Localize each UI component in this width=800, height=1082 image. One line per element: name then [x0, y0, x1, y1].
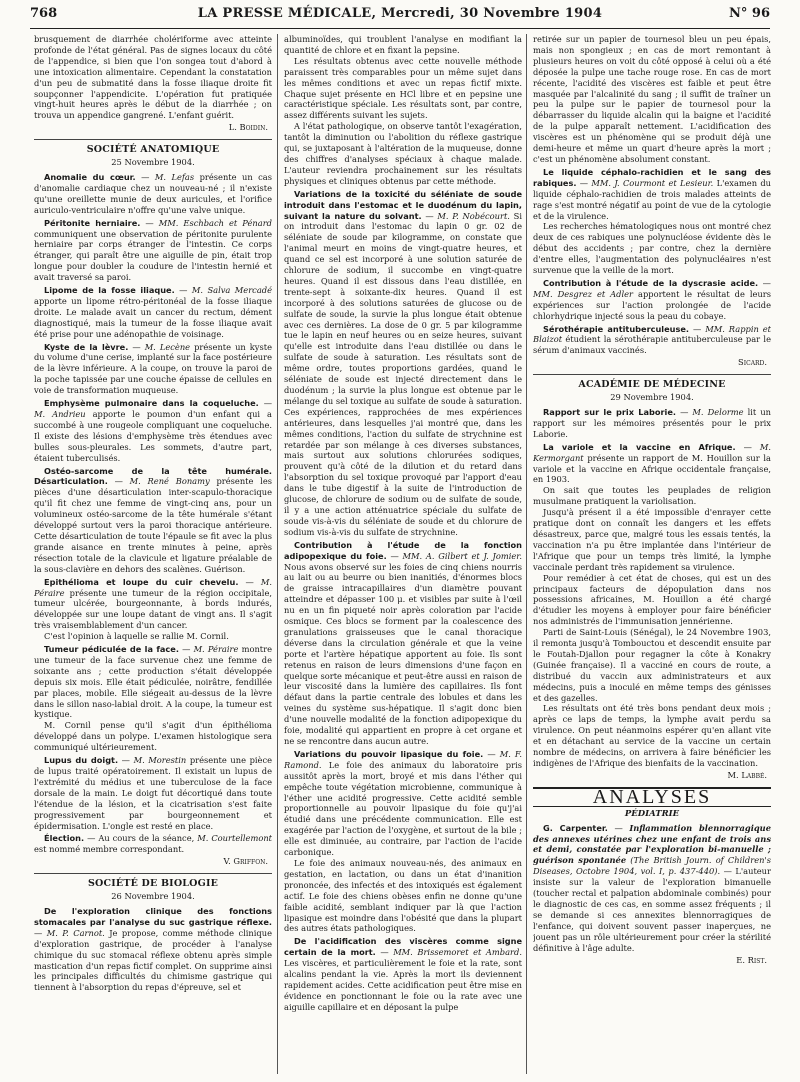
entry-heading: Le liquide céphalo-rachidien et le sang des rabiques.	[533, 166, 771, 188]
entry-author: M. Andrieu	[34, 409, 86, 419]
entry-text: présente un kyste du volume d'une cerise, implanté sur la face postérieure de la lèvre inférieure. A la coupe, on trouve la paroi de la poche tapissée par une couche épaisse de cellules en voie de transformation muqueuse.	[34, 341, 272, 396]
entry-text: Les viscères, et particulièrement le foie et la rate, sont alcalins pendant la vie. Après la mort ils deviennent rapidement acides. Cette acidification peut être mise en évidence en ponctionnant le foie ou la rate avec une aiguille capillaire et en déposant la pulpe	[284, 958, 522, 1012]
header-rule	[30, 28, 770, 29]
entry-author: MM. Desgrez et Adler	[533, 288, 634, 299]
entry-text: communiquent une observation de péritonite purulente herniaire par corps étranger de l'intestin. Ce corps étranger, qui paraît être une aiguille de pin, était trop longue pour doubler la coudure de l'intestin hernié et avait traversé sa paroi.	[34, 228, 272, 283]
entry-text: Si on introduit dans l'estomac du lapin 0 gr. 02 de séléniate de soude par kilogramme, on constate que l'animal meurt en moins de vingt-quatre heures, et quand ce sel est incorporé à une solution saturée de chlorure de sodium, il succombe en vingt-quatre heures. Quand il est dissous dans l'eau distillée, en trente-sept à soixante-dix heures. Quand il est incorporé à des solutions saturées de glucose ou de sulfate de soude, la survie la plus longue était obtenue avec ces dernières. La dose de 0 gr. 5 par kilogramme tue le lapin en neuf heures ou en seize heures, suivant qu'elle est introduite dans l'eau distillée ou dans le sulfate de soude à saturation. Les résultats sont de même ordre, toutes proportions gardées, quand le séléniate de soude est injecté directement dans le duodénum ; la survie la plus longue est obtenue par le mélange du sel toxique au sulfate de soude à saturation. Ces expériences, rapprochées de mes expériences antérieures, dans lesquelles j'ai montré que, dans les mêmes conditions, l'action du sulfate de strychnine est retardée par son mélange à ces diverses substances, mais surtout aux solutions chlorurées sodiques, prouvent qu'à côté de la dilution et du retard dans l'absorption du sel toxique provoqué par l'apport d'eau dans le tube digestif à la suite de l'introduction de glucose, de chlorure de sodium ou de sulfate de soude, il y a une action atténuatrice spéciale du sulfate de soude vis-à-vis du séléniate de soude et du chlorure de sodium vis-à-vis du sulfate de strychnine.	[284, 210, 522, 537]
signature: V. Griffon.	[223, 856, 268, 867]
section-title: ACADÉMIE DE MÉDECINE	[533, 374, 771, 391]
paragraph: C'est l'opinion à laquelle se rallie M. Cornil.	[44, 631, 229, 642]
section-date: 26 Novembre 1904.	[111, 891, 195, 902]
entry-text: montre une tumeur de la face survenue chez une femme de soixante ans ; cette production s'était développée depuis six mois. Elle était pédiculée, noirâtre, fendillée par places, mobile. Elle siégeait au-dessus de la lèvre dans le sillon naso-labial droit. A la coupe, la tumeur est kystique.	[34, 644, 272, 720]
entry-text: Le foie des animaux du laboratoire pris aussitôt après la mort, broyé et mis dans l'éther qui empêche toute végétation microbienne, communique à l'éther une acidité progressive. Cette acidité semble proportionnelle au pouvoir lipasique du foie qu'j'ai étudié dans une précédente communication. Elle est exagérée par l'action de l'oxygène, et surtout de la bile ; elle est diminuée, au contraire, par l'action de l'acide carbonique.	[284, 759, 522, 858]
column-separator	[277, 34, 278, 1074]
entry-author: M. P. Carnot.	[46, 927, 105, 938]
entry-author: MM. A. Gilbert et J. Jomier.	[402, 550, 522, 561]
entry: Péritonite herniaire. — MM. Eschbach et Pénard communiquent une observation de péritonite purulente herniaire par corps étranger de l'intestin. Ce corps étranger, qui paraît être une aiguille de pin, était trop longue pour doubler la coudure de l'intestin hernié et avait traversé sa paroi.	[34, 217, 272, 283]
entry-text: Je propose, comme méthode clinique d'exploration gastrique, de procéder à l'analyse chimique du suc stomacal réflexe obtenu après simple mastication d'un repas fictif complet. On supprime ainsi les principales difficultés du chimisme gastrique qui tiennent à l'absorption du repas d'épreuve, sel et	[34, 927, 272, 993]
masthead-title: LA PRESSE MÉDICALE, Mercredi, 30 Novembre 1904	[197, 6, 603, 21]
entry-author: M. Courtellemont	[197, 833, 272, 844]
entry-author: M. Lefas	[154, 171, 195, 182]
entry-heading: Ostéo-sarcome de la tête humérale. Désarticulation.	[34, 465, 272, 487]
entry-author: M. René Bonamy	[129, 476, 210, 487]
signature: Sicard.	[738, 357, 767, 368]
page-header	[30, 6, 770, 26]
entry-text: L'auteur insiste sur la valeur de l'exploration bimanuelle (toucher rectal et palpation abdominale combinés) pour le diagnostic de ces cas, en somme assez fréquents ; il se demande si ces annexites blennorragiques de l'enfance, qui doivent souvent passer inaperçues, ne jouent pas un rôle ultérieurement pour créer la stérilité définitive à l'âge adulte.	[533, 866, 771, 953]
entry-author: M. Péraire	[193, 644, 239, 655]
entry: De l'exploration clinique des fonctions stomacales par l'analyse du suc gastrique réflexe. — M. P. Carnot. Je propose, comme méthode clinique d'exploration gastrique, de procéder à l'analyse chimique du suc stomacal réflexe obtenu après simple mastication d'un repas fictif complet. On supprime ainsi les principales difficultés du chimisme gastrique qui tiennent à l'absorption du repas d'épreuve, sel et	[34, 905, 272, 993]
column-separator	[526, 34, 527, 1074]
article-title: Inflammation blennorragique des annexes utérines chez une enfant de trois ans et demi, constatée par l'exploration bi-manuelle ; guérison spontanée	[533, 822, 771, 866]
entry-text: lit un rapport sur les mémoires présentés pour le prix Laborie.	[533, 407, 771, 439]
entry-heading: De l'exploration clinique des fonctions stomacales par l'analyse du suc gastrique réflexe.	[34, 905, 272, 927]
entry-text: présente une tumeur de la région occipitale, tumeur ulcérée, bourgeonnante, à bords indurés, développée sur une loupe datant de vingt ans. Il s'agit très vraisemblablement d'un cancer.	[34, 587, 272, 631]
entry: Ostéo-sarcome de la tête humérale. Désarticulation. — M. René Bonamy présente les pièces d'une désarticulation inter-scapulo-thoracique qu'il fit chez une femme de vingt-cinq ans, pour un volumineux ostéo-sarcome de la tête humérale s'étant développé surtout vers la paroi thoracique antérieure. Cette désarticulation de toute l'épaule se fit avec la plus grande aisance en trente minutes à peine, après résection totale de la clavicule et ligature préalable de la sous-clavière en dehors des scalènes. Guérison.	[34, 465, 272, 574]
entry: Le liquide céphalo-rachidien et le sang des rabiques. — MM. J. Courmont et Lesieur. L'examen du liquide céphalo-rachidien de trois malades atteints de rage s'est montré négatif au point de vue de la cytologie et de la virulence.	[533, 166, 771, 221]
issue-number: N° 96	[729, 6, 770, 21]
entry-text: étudient la sérothérapie antituberculeuse par le sérum d'animaux vaccinés.	[533, 334, 771, 356]
paragraph: Parti de Saint-Louis (Sénégal), le 24 Novembre 1903, il remonta jusqu'à Tombouctou et descendit ensuite par le Foutah-Djallon pour regagner la côte à Konakry (Guinée française). Il a vacciné en cours de route, a distribué du vaccin aux administrateurs et aux médecins, puis a inoculé en même temps des génisses et des gazelles.	[533, 627, 771, 703]
entry-text: Nous avons observé sur les foies de cinq chiens nourris au lait ou au beurre ou bien inanitiés, d'énormes blocs de graisse intracapillaires d'un diamètre pouvant atteindre et dépasser 100 μ. et visibles par suite à l'œil nu en un fin piqueté noir après coloration par l'acide osmique. Ces blocs se forment par la coalescence des granulations graisseuses que le canal thoracique déverse dans la circulation générale et que la veine porte et l'artère hépatique apportent au foie. Ils sont retenus en raison de leurs dimensions d'une façon en quelque sorte mécanique et peut-être aussi en raison de leur viscosité dans la lumière des capillaires. Ils font défaut dans la partie centrale des lobules et dans les veines du système sus-hépatique. Il s'agit donc bien d'une nouvelle modalité de la fonction adipopexique du foie, modalité qui appartient en propre à cet organe et ne se rencontre dans aucun autre.	[284, 561, 522, 746]
entry-author: MM. Brissemoret et Ambard.	[393, 947, 522, 958]
entry-heading: Emphysème pulmonaire dans la coqueluche.	[44, 398, 259, 409]
entry-heading: Tumeur pédiculée de la face.	[44, 644, 179, 655]
entry-author: M. Salva Mercadé	[191, 285, 272, 296]
entry-text: apporte un lipome rétro-péritonéal de la fosse iliaque droite. Le malade avait un cancer du rectum, dément diagnostiqué, mais la tumeur de la fosse iliaque avait été prise pour une adénopathie de voisinage.	[34, 295, 272, 339]
entry-text: présente une pièce de lupus traité opératoirement. Il existait un lupus de l'extrémité du médius et une tuberculose de la face dorsale de la main. Le doigt fut décortiqué dans toute l'étendue de la lésion, et la cicatrisation s'est faite progressivement par bourgeonnement et épidermisation. L'ongle est resté en place.	[34, 755, 272, 831]
section-date: 29 Novembre 1904.	[610, 392, 694, 403]
entry-heading: Variations de la toxicité du séléniate de soude introduit dans l'estomac et le duodénum du lapin, suivant la nature du solvant.	[284, 188, 522, 221]
entry-heading: Contribution à l'étude de la dyscrasie acide.	[543, 277, 759, 288]
paragraph: Le foie des animaux nouveau-nés, des animaux en gestation, en lactation, ou dans un état d'inanition prononcée, des infectés et des intoxiqués est également actif. Le foie des chiens obèses enfin ne donne qu'une faible acidité, semblant indiquer par là que l'action lipasique est moindre dans l'obésité que dans la plupart des autres états pathologiques.	[284, 857, 522, 934]
page-number: 768	[30, 6, 58, 21]
signature: L. Boidin.	[228, 122, 268, 133]
entry-author: M. Lecène	[144, 341, 191, 352]
paragraph: albuminoïdes, qui troublent l'analyse en modifiant la quantité de chlore et en fixant la pepsine.	[284, 34, 522, 55]
column-3	[533, 34, 771, 1074]
column-2	[284, 34, 522, 1074]
entry-author: M. P. Nobécourt.	[437, 210, 510, 221]
paragraph: On sait que toutes les peuplades de religion musulmane pratiquent la variolisation.	[533, 485, 771, 507]
entry-author: MM. Eschbach et Pénard	[158, 217, 272, 228]
section-title: SOCIÉTÉ ANATOMIQUE	[34, 139, 272, 156]
paragraph: Les recherches hématologiques nous ont montré chez deux de ces rabiques une polynucléose évidente dès le début des accidents ; par contre, chez la dernière d'entre elles, l'augmentation des polynucléaires n'est survenue que la veille de la mort.	[533, 221, 771, 276]
entry-text: Au cours de la séance,	[98, 833, 195, 844]
entry-heading: Contribution à l'étude de la fonction adipopexique du foie.	[284, 539, 522, 561]
entry: Lipome de la fosse iliaque. — M. Salva Mercadé apporte un lipome rétro-péritonéal de la fosse iliaque droite. Le malade avait un cancer du rectum, dément diagnostiqué, mais la tumeur de la fosse iliaque avait été prise pour une adénopathie de voisinage.	[34, 285, 272, 339]
entry-text: présente un cas d'anomalie cardiaque chez un nouveau-né ; il n'existe qu'une oreillette munie de deux auricules, et l'orifice auriculo-ventriculaire n'offre qu'une valve unique.	[34, 171, 272, 215]
entry-author: M. Morestin	[133, 755, 187, 766]
entry-author: M. Delorme	[692, 407, 744, 417]
paragraph: A l'état pathologique, on observe tantôt l'exagération, tantôt la diminution ou l'abolition du réflexe gastrique qui, se juxtaposant à l'altération de la muqueuse, donne des chiffres d'analyses spéciaux à chaque malade. L'auteur reviendra prochainement sur les résultats physiques et cliniques obtenus par cette méthode.	[284, 121, 522, 186]
paragraph: Pour remédier à cet état de choses, qui est un des principaux facteurs de dépopulation dans nos possessions africaines, M. Houillon a été chargé d'étudier les moyens à employer pour faire bénéficier nos administrés de l'immunisation jennérienne.	[533, 572, 771, 627]
entry: Emphysème pulmonaire dans la coqueluche. — M. Andrieu apporte le poumon d'un enfant qui a succombé à une rougeole compliquant une coqueluche. Il existe des lésions d'emphysème très étendues avec bulles sous-pleurales. Les sommets, d'autre part, étaient tuberculisés.	[34, 398, 272, 463]
paragraph: retirée sur un papier de tournesol bleu un peu épais, mais non spongieux ; en cas de mort remontant à plusieurs heures on voit du côté opposé à celui où a été déposée la pulpe une tache rouge rose. En cas de mort récente, l'acidité des viscères est faible et peut être masquée par l'alcalinité du sang ; il suffit de traîner un peu la pulpe sur le papier de tournesol pour la débarrasser du liquide alcalin qui la baigne et l'acidité de la pulpe apparaît nettement. L'acidification des viscères est un phénomène qui se produit déjà une demi-heure et même un quart d'heure après la mort ; c'est un phénomène absolument constant.	[533, 34, 771, 164]
entry: Epithélioma et loupe du cuir chevelu. — M. Péraire présente une tumeur de la région occipitale, tumeur ulcérée, bourgeonnante, à bords indurés, développée sur une loupe datant de vingt ans. Il s'agit très vraisemblablement d'un cancer.	[34, 576, 272, 631]
entry-author: M. F. Ramond.	[284, 748, 522, 770]
entry-heading: La variole et la vaccine en Afrique.	[543, 441, 736, 452]
entry-heading: Rapport sur le prix Laborie.	[543, 407, 677, 417]
entry-heading: Kyste de la lèvre.	[44, 341, 129, 352]
entry: La variole et la vaccine en Afrique. — M. Kermorgant présente un rapport de M. Houillon sur la variole et la vaccine en Afrique occidentale française, en 1903.	[533, 441, 771, 485]
entry-heading: Sérothérapie antituberculeuse.	[543, 323, 690, 334]
entry-author: M. Kermorgant	[533, 441, 771, 463]
entry: Contribution à l'étude de la fonction adipopexique du foie. — MM. A. Gilbert et J. Jomier. Nous avons observé sur les foies de cinq chiens nourris au lait ou au beurre ou bien inanitiés, d'énormes blocs de graisse intracapillaires d'un diamètre pouvant atteindre et dépasser 100 μ. et visibles par suite à l'œil nu en un fin piqueté noir après coloration par l'acide osmique. Ces blocs se forment par la coalescence des granulations graisseuses que le canal thoracique déverse dans la circulation générale et que la veine porte et l'artère hépatique apportent au foie. Ils sont retenus en raison de leurs dimensions d'une façon en quelque sorte mécanique et peut-être aussi en raison de leur viscosité dans la lumière des capillaires. Ils font défaut dans la partie centrale des lobules et dans les veines du système sus-hépatique. Il s'agit donc bien d'une nouvelle modalité de la fonction adipopexique du foie, modalité qui appartient en propre à cet organe et ne se rencontre dans aucun autre.	[284, 539, 522, 746]
signature: E. Rist.	[736, 954, 767, 965]
section-date: 25 Novembre 1904.	[111, 157, 195, 168]
entry-text: apporte le poumon d'un enfant qui a succombé à une rougeole compliquant une coqueluche. Il existe des lésions d'emphysème très étendues avec bulles sous-pleurales. Les sommets, d'autre part, étaient tuberculisés.	[34, 409, 272, 463]
entry-author: M. Péraire	[34, 576, 272, 598]
entry-text: L'examen du liquide céphalo-rachidien de trois malades atteints de rage s'est montré négatif au point de vue de la cytologie et de la virulence.	[533, 177, 771, 221]
article-reference: (The British Journ. of Children's Diseases, Octobre 1904, vol. I, p. 437-440).	[533, 855, 771, 877]
entry-heading: Péritonite herniaire.	[44, 217, 141, 228]
signature: M. Labbé.	[727, 769, 767, 780]
subsection-title: PÉDIATRIE	[624, 808, 680, 819]
entry: Sérothérapie antituberculeuse. — MM. Rappin et Blaizot étudient la sérothérapie antituberculeuse par le sérum d'animaux vaccinés.	[533, 323, 771, 356]
entry: Variations du pouvoir lipasique du foie. — M. F. Ramond. Le foie des animaux du laboratoire pris aussitôt après la mort, broyé et mis dans l'éther qui empêche toute végétation microbienne, communique à l'éther une acidité progressive. Cette acidité semble proportionnelle au pouvoir lipasique du foie qu'j'ai étudié dans une précédente communication. Elle est exagérée par l'action de l'oxygène, et surtout de la bile ; elle est diminuée, au contraire, par l'action de l'acide carbonique.	[284, 748, 522, 858]
entry: Tumeur pédiculée de la face. — M. Péraire montre une tumeur de la face survenue chez une femme de soixante ans ; cette production s'était développée depuis six mois. Elle était pédiculée, noirâtre, fendillée par places, mobile. Elle siégeait au-dessus de la lèvre dans le sillon naso-labial droit. A la coupe, la tumeur est kystique.	[34, 644, 272, 720]
entry-heading: Lipome de la fosse iliaque.	[44, 285, 175, 296]
entry-heading: Élection.	[44, 833, 85, 844]
paragraph: Les résultats ont été très bons pendant deux mois ; après ce laps de temps, la lymphe avait perdu sa virulence. On peut néanmoins espérer qu'en allant vite et en détachant au service de la vaccine un certain nombre de médecins, on arrivera à faire bénéficier les indigènes de l'Afrique des bienfaits de la vaccination.	[533, 703, 771, 768]
entry-author: G. Carpenter.	[543, 822, 608, 833]
entry-heading: Anomalie du cœur.	[44, 171, 136, 182]
entry: Rapport sur le prix Laborie. — M. Delorme lit un rapport sur les mémoires présentés pour le prix Laborie.	[533, 407, 771, 439]
paragraph: M. Cornil pense qu'il s'agit d'un épithélioma développé dans un polype. L'examen histologique sera communiqué ultérieurement.	[34, 720, 272, 753]
paragraph: Jusqu'à présent il a été impossible d'enrayer cette pratique dont on connaît les dangers et les effets désastreux, parce que, malgré tous les essais tentés, la vaccination n'a pu être implantée dans l'intérieur de l'Afrique que pour un temps très limité, la lymphe vaccinale perdant très rapidement sa virulence.	[533, 507, 771, 572]
entry: Contribution à l'étude de la dyscrasie acide. — MM. Desgrez et Adler apportent le résultat de leurs expériences sur l'action prolongée de l'acide chlorhydrique injecté sous la peau du cobaye.	[533, 277, 771, 321]
column-1	[34, 34, 272, 1074]
entry-heading: Lupus du doigt.	[44, 755, 119, 766]
entry-author: MM. J. Courmont et Lesieur.	[591, 177, 714, 188]
entry-text: apportent le résultat de leurs expériences sur l'action prolongée de l'acide chlorhydrique injecté sous la peau du cobaye.	[533, 288, 771, 321]
section-title: SOCIÉTÉ DE BIOLOGIE	[34, 873, 272, 890]
entry-heading: Epithélioma et loupe du cuir chevelu.	[44, 576, 239, 587]
entry: Anomalie du cœur. — M. Lefas présente un cas d'anomalie cardiaque chez un nouveau-né ; il n'existe qu'une oreillette munie de deux auricules, et l'orifice auriculo-ventriculaire n'offre qu'une valve unique.	[34, 171, 272, 215]
paragraph: Les résultats obtenus avec cette nouvelle méthode paraissent très comparables pour un même sujet dans les mêmes conditions et avec un repas fictif mixte. Chaque sujet présente en HCl libre et en pepsine une caractéristique spéciale. Les résultats sont, par contre, assez différents suivant les sujets.	[284, 55, 522, 121]
analyses-heading: ANALYSES	[533, 787, 771, 807]
entry-author: MM. Rappin et Blaizot	[533, 323, 771, 345]
entry-text: est nommé membre correspondant.	[34, 844, 185, 855]
entry: Élection. — Au cours de la séance, M. Courtellemont est nommé membre correspondant.	[34, 833, 272, 855]
entry: G. Carpenter. — Inflammation blennorragique des annexes utérines chez une enfant de trois ans et demi, constatée par l'exploration bi-manuelle ; guérison spontanée (The British Journ. of Children's Diseases, Octobre 1904, vol. I, p. 437-440). — L'auteur insiste sur la valeur de l'exploration bimanuelle (toucher rectal et palpation abdominale combinés) pour le diagnostic de ces cas, en somme assez fréquents ; il se demande si ces annexites blennorragiques de l'enfance, qui doivent souvent passer inaperçues, ne jouent pas un rôle ultérieurement pour créer la stérilité définitive à l'âge adulte.	[533, 822, 771, 953]
entry: Lupus du doigt. — M. Morestin présente une pièce de lupus traité opératoirement. Il existait un lupus de l'extrémité du médius et une tuberculose de la face dorsale de la main. Le doigt fut décortiqué dans toute l'étendue de la lésion, et la cicatrisation s'est faite progressivement par bourgeonnement et épidermisation. L'ongle est resté en place.	[34, 755, 272, 831]
entry: Kyste de la lèvre. — M. Lecène présente un kyste du volume d'une cerise, implanté sur la face postérieure de la lèvre inférieure. A la coupe, on trouve la paroi de la poche tapissée par une couche épaisse de cellules en voie de transformation muqueuse.	[34, 341, 272, 396]
entry: De l'acidification des viscères comme signe certain de la mort. — MM. Brissemoret et Ambard. Les viscères, et particulièrement le foie et la rate, sont alcalins pendant la vie. Après la mort ils deviennent rapidement acides. Cette acidification peut être mise en évidence en ponctionnant le foie ou la rate avec une aiguille capillaire et en déposant la pulpe	[284, 936, 522, 1012]
entry-text: présente un rapport de M. Houillon sur la variole et la vaccine en Afrique occidentale française, en 1903.	[533, 452, 771, 485]
paragraph: brusquement de diarrhée cholériforme avec atteinte profonde de l'état général. Pas de signes locaux du côté de l'appendice, si bien que l'on songea tout d'abord à une intoxication alimentaire. Cependant la constatation d'un peu de submatité dans la fosse iliaque droite fit soupçonner l'appendicite. L'opération fut pratiquée vingt-huit heures après le début de la diarrhée ; on trouva un appendice gangrené. L'enfant guérit.	[34, 34, 272, 121]
entry: Variations de la toxicité du séléniate de soude introduit dans l'estomac et le duodénum du lapin, suivant la nature du solvant. — M. P. Nobécourt. Si on introduit dans l'estomac du lapin 0 gr. 02 de séléniate de soude par kilogramme, on constate que l'animal meurt en moins de vingt-quatre heures, et quand ce sel est incorporé à une solution saturée de chlorure de sodium, il succombe en vingt-quatre heures. Quand il est dissous dans l'eau distillée, en trente-sept à soixante-dix heures. Quand il est incorporé à des solutions saturées de glucose ou de sulfate de soude, la survie la plus longue était obtenue avec ces dernières. La dose de 0 gr. 5 par kilogramme tue le lapin en neuf heures ou en seize heures, suivant qu'elle est introduite dans l'eau distillée ou dans le sulfate de soude à saturation. Les résultats sont de même ordre, toutes proportions gardées, quand le séléniate de soude est injecté directement dans le duodénum ; la survie la plus longue est obtenue par le mélange du sel toxique au sulfate de soude à saturation. Ces expériences, rapprochées de mes expériences antérieures, dans lesquelles j'ai montré que, dans les mêmes conditions, l'action du sulfate de strychnine est retardée par son mélange à ces diverses substances, mais surtout aux solutions chlorurées sodiques, prouvent qu'à côté de la dilution et du retard dans l'absorption du sel toxique provoqué par l'apport d'eau dans le tube digestif à la suite de l'introduction de glucose, de chlorure de sodium ou de sulfate de soude, il y a une action atténuatrice spéciale du sulfate de soude vis-à-vis du séléniate de soude et du chlorure de sodium vis-à-vis du sulfate de strychnine.	[284, 188, 522, 537]
entry-heading: De l'acidification des viscères comme signe certain de la mort.	[284, 936, 522, 958]
entry-heading: Variations du pouvoir lipasique du foie.	[294, 748, 484, 759]
entry-text: présente les pièces d'une désarticulation inter-scapulo-thoracique qu'il fit chez une femme de vingt-cinq ans, pour un volumineux ostéo-sarcome de la tête humérale s'étant développé surtout vers la paroi thoracique antérieure. Cette désarticulation de toute l'épaule se fit avec la plus grande aisance en trente minutes à peine, après résection totale de la clavicule et ligature préalable de la sous-clavière en dehors des scalènes. Guérison.	[34, 476, 272, 574]
